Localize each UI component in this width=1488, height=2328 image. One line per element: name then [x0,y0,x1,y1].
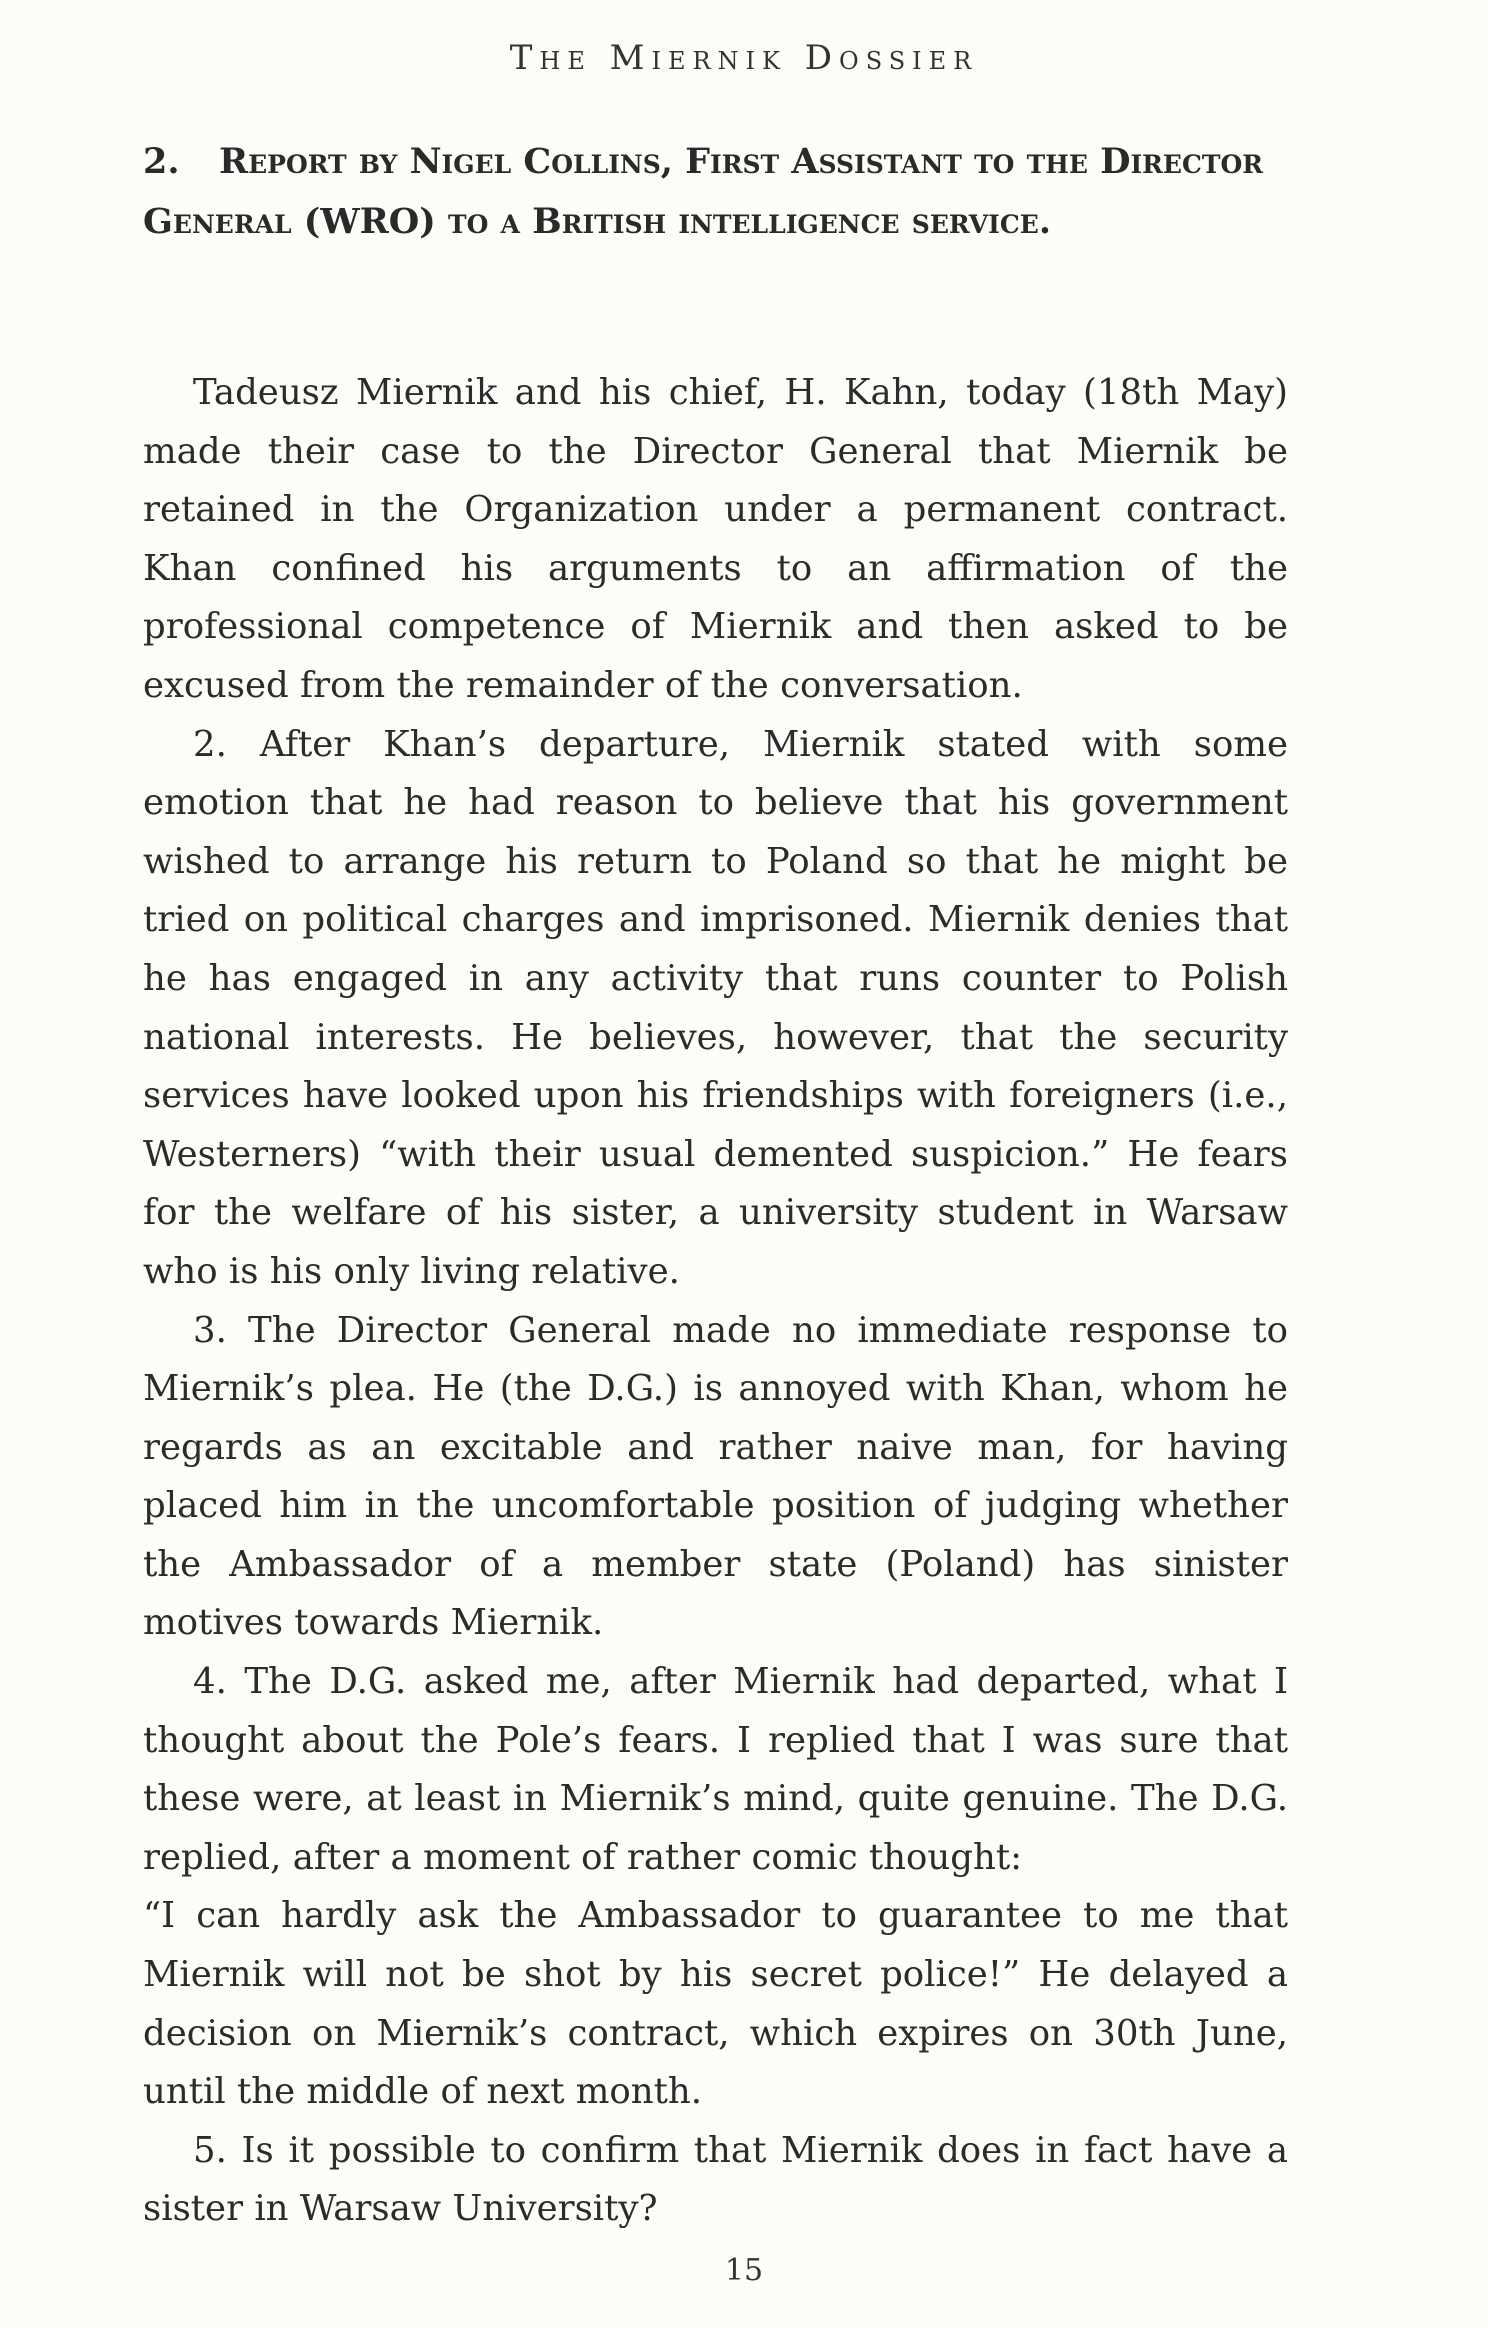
section-number: 2. [143,141,180,182]
paragraph-quote: “I can hardly ask the Ambassador to guarantee to me that Miernik will not be shot by his secret police!” He delayed a decision on Miernik’s contract, which expires on 30th June, until the middle of next month. [143,1895,1288,2113]
running-head: The Miernik Dossier [509,38,979,78]
paragraph: 3. The Director General made no immediate response to Miernik’s plea. He (the D.G.) is annoyed with Khan, whom he regards as an excitable and rather naive man, for having placed him in the uncomfortable position of judging whether the Ambassador of a member state (Poland) has sinister motives towards Miernik. [143,1309,1288,1644]
paragraph: 5. Is it possible to confirm that Miernik does in fact have a sister in Warsaw University? [143,2129,1288,2230]
paragraph: 2. After Khan’s departure, Miernik stated with some emotion that he had reason to believe that his government wished to arrange his return to Poland so that he might be tried on political charges and imprisoned. Miernik denies that he has engaged in any activity that runs counter to Polish national interests. He believes, however, that the security services have looked upon his friendships with foreigners (i.e., Westerners) “with their usual demented suspicion.” He fears for the welfare of his sister, a university student in Warsaw who is his only living relative. [143,723,1288,1292]
section-heading [143,132,1303,252]
paragraph: Tadeusz Miernik and his chief, H. Kahn, today (18th May) made their case to the Director General that Miernik be retained in the Organization under a permanent contract. Khan confined his arguments to an affirmation of the professional competence of Miernik and then asked to be excused from the remainder of the conversation. [143,372,1288,706]
page-number: 15 [724,2253,764,2288]
section-title: Report by Nigel Collins, First Assistant to the Director General (WRO) to a British intelligence service. [143,141,1264,242]
body-text [143,364,1288,2239]
paragraph: 4. The D.G. asked me, after Miernik had departed, what I thought about the Pole’s fears. I replied that I was sure that these were, at least in Miernik’s mind, quite genuine. The D.G. replied, after a moment of rather comic thought: [143,1661,1288,1878]
